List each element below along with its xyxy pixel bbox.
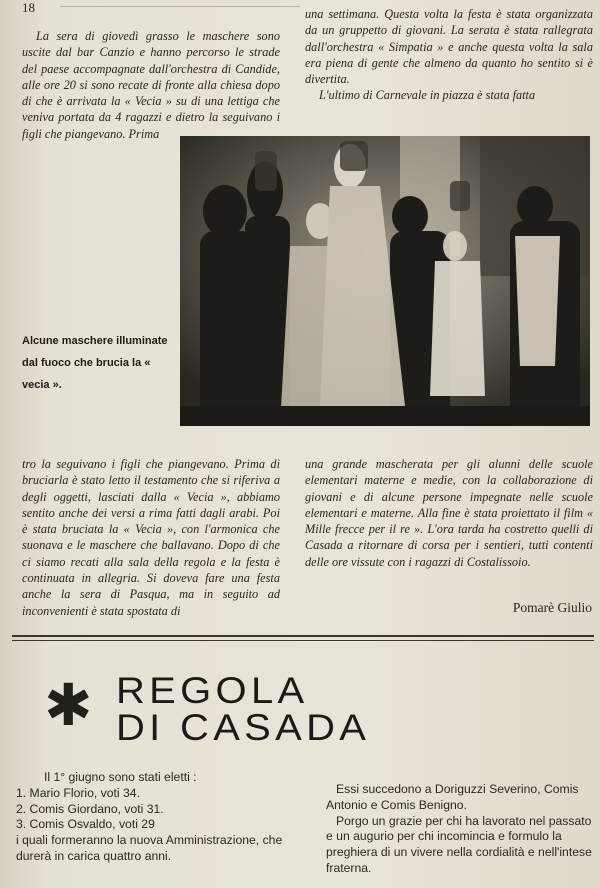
article-column-top-left	[22, 28, 280, 142]
section-divider-thin	[12, 640, 594, 641]
thanks-text: Porgo un grazie per chi ha lavorato nel passato e un augurio per chi incomincia e formulo la preghiera di un vivere nella cordialità e nell'intese fraterna.	[326, 813, 592, 875]
asterisk-icon: ✱	[44, 671, 93, 739]
article-paragraph: una settimana. Questa volta la festa è stata organizzata da un gruppetto di giovani. La serata è stata rallegrata dall'orchestra « Simpatia » e anche questa volta la sala era piena di gente che almeno da quanto ho sentito si è divertita.	[305, 7, 593, 87]
article-author: Pomarè Giulio	[512, 600, 592, 615]
elected-item: 2. Comis Giordano, voti 31.	[16, 801, 164, 816]
article-column-top-right	[305, 6, 593, 104]
election-intro: Il 1° giugno sono stati eletti :	[44, 770, 197, 784]
photo-caption: Alcune maschere illuminate dal fuoco che brucia la « vecia ».	[22, 335, 168, 391]
carnival-masks-photo	[180, 136, 590, 426]
elected-item: 1. Mario Florio, voti 34.	[16, 785, 140, 800]
page-number: 18	[22, 0, 35, 15]
election-notes	[326, 782, 594, 877]
election-closing: i quali formeranno la nuova Amministrazione, che durerà in carica quattro anni.	[16, 833, 283, 863]
section-heading	[116, 672, 370, 746]
elected-item: 3. Comis Osvaldo, voti 29	[16, 817, 155, 832]
article-paragraph: La sera di giovedì grasso le maschere sono uscite dal bar Canzio e hanno percorso le strade del paese accompagnate dall'orchestra di Candide, alle ore 20 si sono recate di fronte alla chiesa dopo di che è arrivata la « Vecia » su di una lettiga che veniva portata da 4 ragazzi e dietro la seguivano i figli che piangevano. Prima	[22, 29, 280, 141]
section-heading-line2: DI CASADA	[116, 707, 371, 748]
article-column-bottom-right	[305, 456, 593, 570]
photo-illustration	[180, 136, 590, 426]
header-rule	[60, 6, 300, 7]
article-column-bottom-left	[22, 456, 280, 619]
article-paragraph: L'ultimo di Carnevale in piazza è stata fatta	[319, 88, 536, 103]
section-divider	[12, 635, 594, 637]
section-heading-line1: REGOLA	[116, 670, 309, 711]
successors-text: Essi succedono a Doriguzzi Severino, Comis Antonio e Comis Benigno.	[326, 782, 579, 812]
election-results	[16, 770, 296, 865]
article-paragraph: una grande mascherata per gli alunni delle scuole elementari materne e medie, con la collaborazione di giovani e di alcune persone impegnate nelle scuole elementari e materne. Alla fine è stata proiettato il film « Mille frecce per il re ». L'ora tarda ha costretto quelli di Casada a ritornare di corsa per i sentieri, tutti contenti delle ore vissute con i ragazzi di Costalissoio.	[305, 457, 593, 569]
article-paragraph: tro la seguivano i figli che piangevano. Prima di bruciarla è stato letto il testamento che si riferiva a degli oggetti, lasciati dalla « Vecia », abbiamo sentito anche dei versi a rima fatti dagli arabi. Poi è stata bruciata la « Vecia », con l'armonica che suonava e le maschere che ballavano. Dopo di che ci siamo recati alla sala della regola e la festa è continuata in allegria. Si doveva fare una festa anche la sera di Pasqua, ma in seguito ad inconvenienti è stata spostata di	[22, 457, 280, 618]
